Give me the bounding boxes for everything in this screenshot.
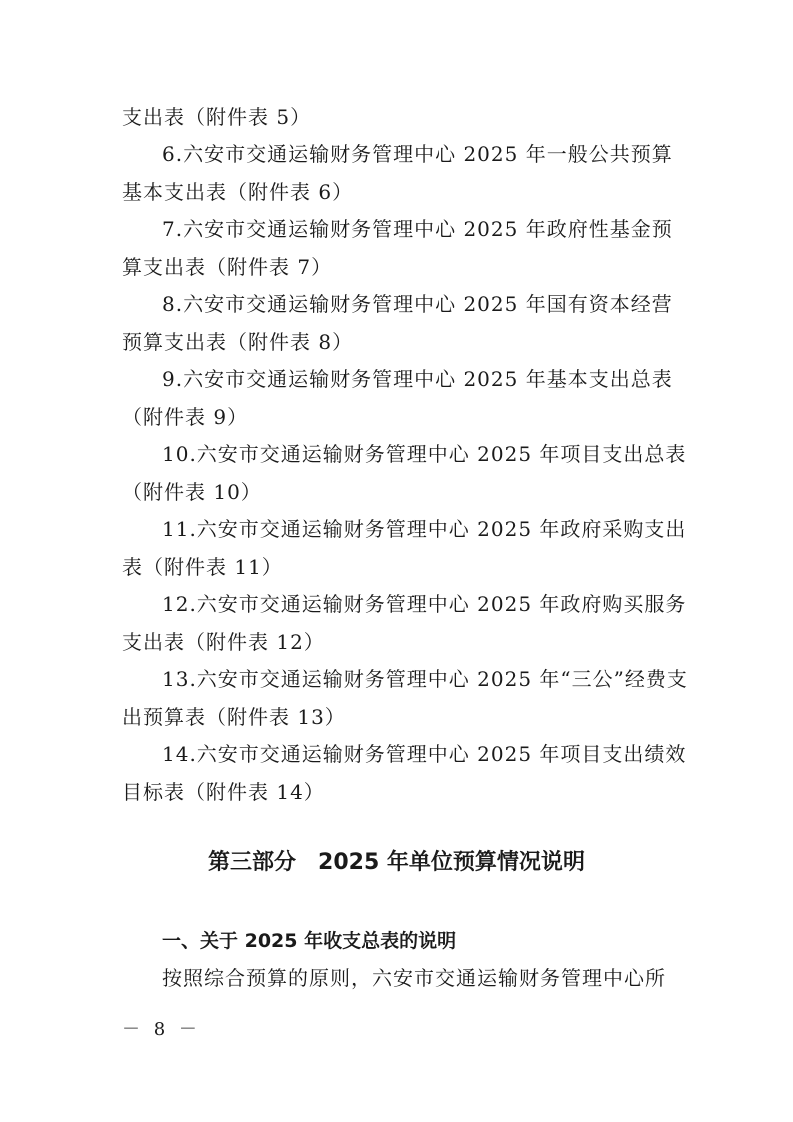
list-item-14: 14.六安市交通运输财务管理中心 2025 年项目支出绩效 bbox=[162, 742, 687, 766]
list-line: （附件表 10） bbox=[122, 480, 262, 504]
paragraph-line: 按照综合预算的原则，六安市交通运输财务管理中心所 bbox=[162, 966, 666, 990]
list-item-6: 6.六安市交通运输财务管理中心 2025 年一般公共预算 bbox=[162, 142, 673, 166]
list-item-11: 11.六安市交通运输财务管理中心 2025 年政府采购支出 bbox=[162, 517, 687, 541]
list-line: 预算支出表（附件表 8） bbox=[122, 330, 354, 354]
subheading: 一、关于 2025 年收支总表的说明 bbox=[162, 930, 457, 952]
list-item-9: 9.六安市交通运输财务管理中心 2025 年基本支出总表 bbox=[162, 367, 673, 391]
page-number: － 8 － bbox=[122, 1019, 201, 1040]
list-item-12: 12.六安市交通运输财务管理中心 2025 年政府购买服务 bbox=[162, 592, 687, 616]
list-item-10: 10.六安市交通运输财务管理中心 2025 年项目支出总表 bbox=[162, 442, 687, 466]
list-line: 算支出表（附件表 7） bbox=[122, 255, 333, 279]
list-line: 支出表（附件表 5） bbox=[122, 105, 312, 129]
list-item-13: 13.六安市交通运输财务管理中心 2025 年“三公”经费支 bbox=[162, 667, 688, 691]
list-line: （附件表 9） bbox=[122, 405, 249, 429]
list-line: 基本支出表（附件表 6） bbox=[122, 180, 354, 204]
list-line: 目标表（附件表 14） bbox=[122, 780, 325, 804]
list-item-8: 8.六安市交通运输财务管理中心 2025 年国有资本经营 bbox=[162, 292, 673, 316]
list-line: 表（附件表 11） bbox=[122, 555, 283, 579]
section-title: 第三部分 2025 年单位预算情况说明 bbox=[208, 850, 585, 875]
list-line: 出预算表（附件表 13） bbox=[122, 705, 346, 729]
list-line: 支出表（附件表 12） bbox=[122, 630, 325, 654]
list-item-7: 7.六安市交通运输财务管理中心 2025 年政府性基金预 bbox=[162, 217, 673, 241]
